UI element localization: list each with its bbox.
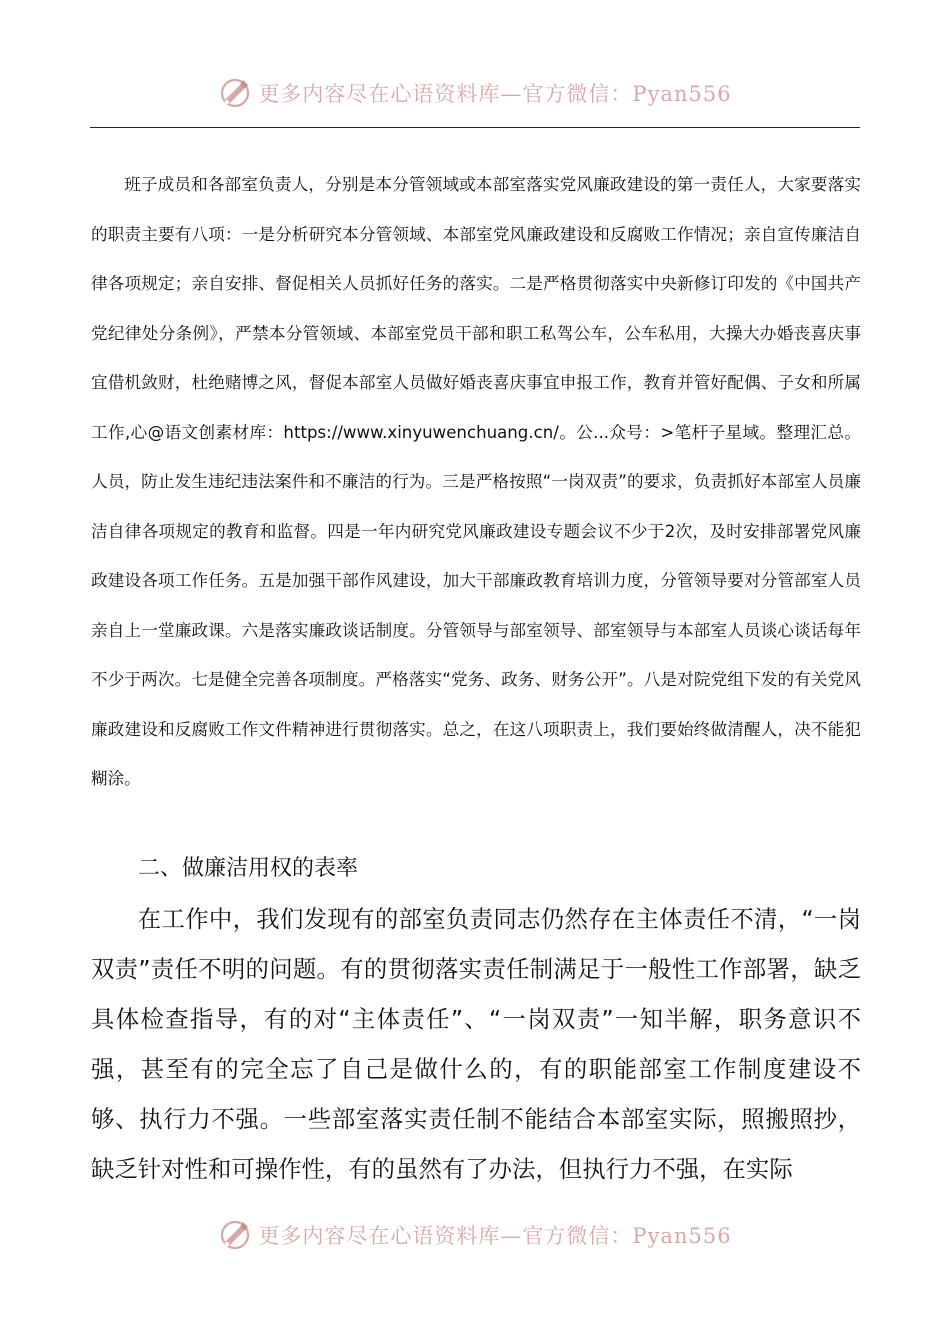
document-body-section-1 bbox=[91, 160, 861, 804]
header-divider bbox=[90, 127, 860, 128]
section-heading-2: 二、做廉洁用权的表率 bbox=[138, 856, 359, 881]
document-body-section-2 bbox=[91, 894, 861, 1194]
header-watermark-banner bbox=[0, 68, 950, 118]
pen-seal-logo-icon bbox=[218, 1218, 252, 1252]
paragraph-duties: 班子成员和各部室负责人，分别是本分管领域或本部室落实党风廉政建设的第一责任人，大家要落实的职责主要有八项：一是分析研究本分管领域、本部室党风廉政建设和反腐败工作情况；亲自宣传廉洁自律各项规定；亲自安排、督促相关人员抓好任务的落实。二是严格贯彻落实中央新修订印发的《中国共产党纪律处分条例》，严禁本分管领域、本部室党员干部和职工私驾公车，公车私用，大操大办婚丧喜庆事宜借机敛财，杜绝赌博之风，督促本部室人员做好婚丧喜庆事宜申报工作，教育并管好配偶、子女和所属工作,心@语文创素材库：https://www.xinyuwenchuang.cn/。公...众号：>笔杆子星域。整理汇总。人员，防止发生违纪违法案件和不廉洁的行为。三是严格按照“一岗双责”的要求，负责抓好本部室人员廉洁自律各项规定的教育和监督。四是一年内研究党风廉政建设专题会议不少于2次，及时安排部署党风廉政建设各项工作任务。五是加强干部作风建设，加大干部廉政教育培训力度，分管领导要对分管部室人员亲自上一堂廉政课。六是落实廉政谈话制度。分管领导与部室领导、部室领导与本部室人员谈心谈话每年不少于两次。七是健全完善各项制度。严格落实“党务、政务、财务公开”。八是对院党组下发的有关党风廉政建设和反腐败工作文件精神进行贯彻落实。总之，在这八项职责上，我们要始终做清醒人，决不能犯糊涂。 bbox=[91, 175, 861, 788]
paragraph-problems: 在工作中，我们发现有的部室负责同志仍然存在主体责任不清，“一岗双责”责任不明的问题。有的贯彻落实责任制满足于一般性工作部署，缺乏具体检查指导，有的对“主体责任”、“一岗双责”一知半解，职务意识不强，甚至有的完全忘了自己是做什么的，有的职能部室工作制度建设不够、执行力不强。一些部室落实责任制不能结合本部室实际，照搬照抄，缺乏针对性和可操作性，有的虽然有了办法，但执行力不强，在实际 bbox=[91, 905, 861, 1183]
footer-watermark-banner bbox=[0, 1210, 950, 1260]
header-watermark-text: 更多内容尽在心语资料库—官方微信：Pyan556 bbox=[258, 82, 732, 106]
footer-watermark-text: 更多内容尽在心语资料库—官方微信：Pyan556 bbox=[258, 1224, 732, 1248]
pen-seal-logo-icon bbox=[218, 76, 252, 110]
